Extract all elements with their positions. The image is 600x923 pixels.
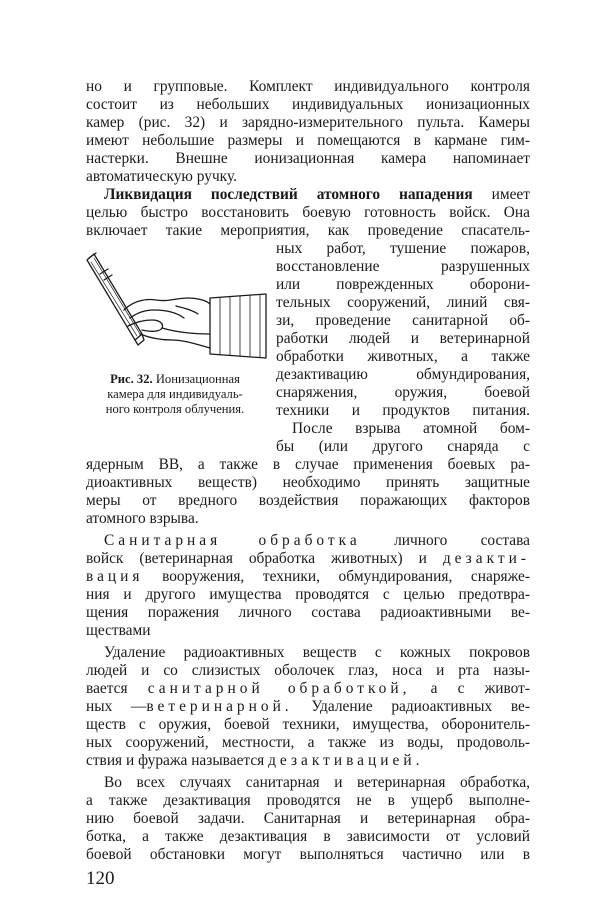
ionization-chamber-illustration <box>80 248 270 370</box>
text-line: ботка, а также дезактивация в зависимости от условий <box>86 828 530 845</box>
caption-text: ного контроля облучения. <box>105 402 245 416</box>
text-line: людей и со слизистых оболочек глаз, носа и рта назы- <box>86 662 530 679</box>
text-line: ществами <box>86 622 151 639</box>
text-span: ствия и фуража называется <box>86 752 265 769</box>
text-line <box>104 186 530 204</box>
text-line: камер (рис. 32) и зарядно-измерительного пульта. Камеры <box>86 114 530 131</box>
text-line: бы (или другого снаряда с <box>276 438 530 455</box>
figure-label: Рис. 32. <box>110 372 153 386</box>
text-line <box>104 532 530 550</box>
caption-text: камера для индивидуаль- <box>107 387 243 401</box>
text-line: ных сооружений, местности, а также из воды, продоволь- <box>86 734 530 751</box>
text-line: целью быстро восстановить боевую готовность войск. Она <box>86 204 530 221</box>
figure-caption <box>86 372 264 417</box>
text-line: боевой обстановки могут выполняться частично или в <box>86 846 530 863</box>
spaced-term: Санитарная обработка <box>104 532 361 549</box>
text-line: имеют небольшие размеры и помещаются в кармане гим- <box>86 132 530 149</box>
text-line <box>86 680 530 698</box>
text-span: вооружения, техники, обмундирования, снаряже- <box>162 568 530 585</box>
section-heading: Ликвидация последствий атомного нападения <box>104 186 473 203</box>
spaced-term: ветеринарной. <box>146 698 293 715</box>
text-line: автоматическую ручку. <box>86 168 237 185</box>
text-line: восстановление разрушенных <box>276 258 530 275</box>
text-line: но и групповые. Комплект индивидуального контроля <box>86 78 530 95</box>
caption-text: Ионизационная <box>155 372 240 386</box>
spaced-term: санитарной обработкой, <box>147 680 411 697</box>
text-line: ных работ, тушение пожаров, <box>276 240 530 257</box>
text-line: техники и продуктов питания. <box>276 402 530 419</box>
text-line: ядерным ВВ, а также в случае применения боевых ра- <box>86 456 530 473</box>
text-line: дезактивацию обмундирования, <box>276 366 530 383</box>
text-span: личного состава <box>394 532 530 549</box>
text-line: После взрыва атомной бом- <box>292 420 530 437</box>
page-number: 120 <box>86 868 115 889</box>
text-line: состоит из небольших индивидуальных ионизационных <box>86 96 530 113</box>
text-line <box>86 550 530 568</box>
text-line: Удаление радиоактивных веществ с кожных покровов <box>104 644 530 661</box>
text-line: диоактивных веществ) необходимо принять защитные <box>86 474 530 491</box>
text-line: тельных сооружений, линий свя- <box>276 294 530 311</box>
text-line: или поврежденных оборони- <box>276 276 530 293</box>
text-line: обработки животных, а также <box>276 348 530 365</box>
text-line: работки людей и ветеринарной <box>276 330 530 347</box>
text-span: имеет <box>491 186 530 203</box>
text-span: вается <box>86 680 128 697</box>
text-line: атомного взрыва. <box>86 510 199 527</box>
text-line: щения поражения личного состава радиоактивными ве- <box>86 604 530 621</box>
text-line: настерки. Внешне ионизационная камера напоминает <box>86 150 530 167</box>
spaced-term: дезактивацией. <box>268 752 424 769</box>
text-span: ных — <box>86 698 147 715</box>
text-line <box>86 698 530 716</box>
text-line: ществ с оружия, боевой техники, имущества, оборонитель- <box>86 716 530 733</box>
text-line <box>86 752 530 770</box>
text-line: снаряжения, оружия, боевой <box>276 384 530 401</box>
spaced-term: вация <box>86 568 144 585</box>
spaced-term: дезакти- <box>442 550 530 567</box>
text-span: войск (ветеринарная обработка животных) и <box>86 550 427 567</box>
text-span: Удаление радиоактивных ве- <box>311 698 530 715</box>
text-line: меры от вредного воздействия поражающих факторов <box>86 492 530 509</box>
text-line: ния и другого имущества проводятся с целью предотвра- <box>86 586 530 603</box>
text-span: а с живот- <box>430 680 530 697</box>
text-line: Во всех случаях санитарная и ветеринарная обработка, <box>104 774 530 791</box>
text-line: нию боевой задачи. Санитарная и ветеринарная обра- <box>86 810 530 827</box>
text-line: зи, проведение санитарной об- <box>276 312 530 329</box>
text-line: включает такие мероприятия, как проведение спасатель- <box>86 222 530 239</box>
text-line <box>86 568 530 586</box>
text-line: а также дезактивация проводятся не в ущерб выполне- <box>86 792 530 809</box>
